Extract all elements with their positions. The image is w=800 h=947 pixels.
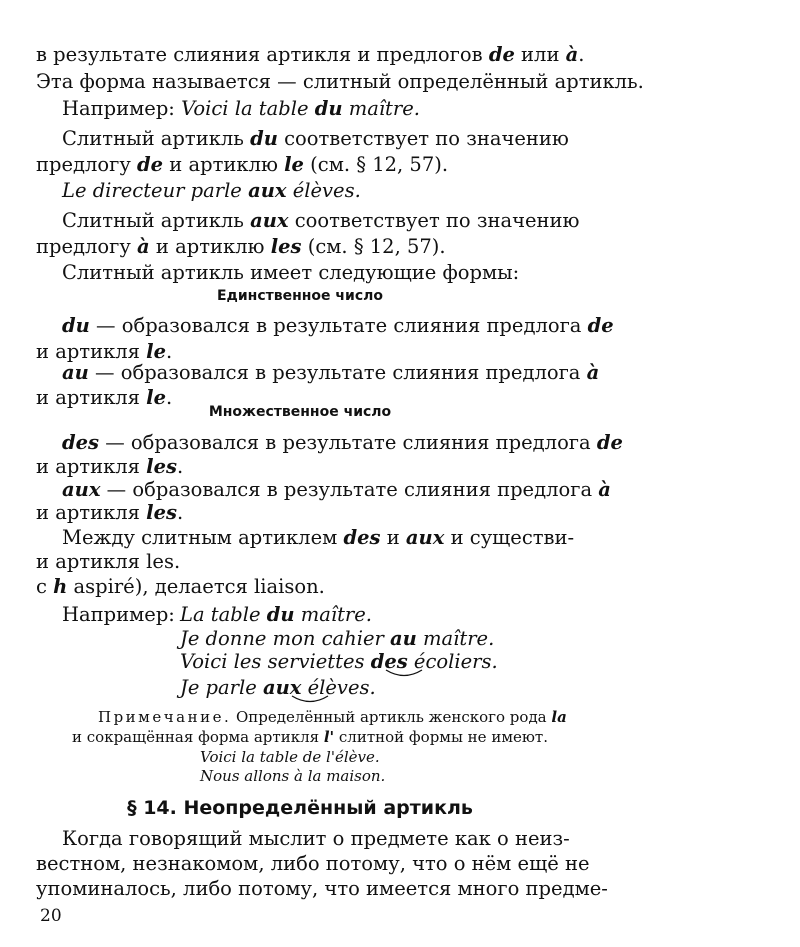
text-line: Слитный артикль du соответствует по значению <box>62 127 569 150</box>
form-line: и артикля le. <box>36 386 173 409</box>
example-line: Например: La table du maître. <box>62 603 372 626</box>
form-line: des — образовался в результате слияния предлога de <box>62 431 623 454</box>
subheading-plural: Множественное число <box>208 404 392 420</box>
text-line: вестном, незнакомом, либо потому, что о нём ещё не <box>36 852 590 875</box>
text-line: Слитный артикль имеет следующие формы: <box>62 261 520 284</box>
example-line: Je parle aux élèves. <box>180 676 376 699</box>
example-line: Например: Voici la table du maître. <box>62 97 420 120</box>
note-example: Voici la table de l'élève. <box>200 748 380 766</box>
example-line: Le directeur parle aux élèves. <box>62 179 361 202</box>
form-line: du — образовался в результате слияния предлога de <box>62 314 614 337</box>
form-line: и артикля le. <box>36 340 173 363</box>
subheading-singular: Единственное число <box>216 288 384 304</box>
text-line: Когда говорящий мыслит о предмете как о неиз- <box>62 827 570 850</box>
text-line: Между слитным артиклем des и aux и существи- <box>62 526 575 549</box>
form-line: au — образовался в результате слияния предлога à <box>62 361 600 384</box>
form-line: и артикля les. <box>36 455 184 478</box>
form-line: aux — образовался в результате слияния предлога à <box>62 478 611 501</box>
text-line: предлогу de и артиклю le (см. § 12, 57). <box>36 153 449 176</box>
note-example: Nous allons à la maison. <box>200 767 386 785</box>
text-line: предлогу à и артиклю les (см. § 12, 57). <box>36 235 446 258</box>
text-line: в результате слияния артикля и предлогов de или à. <box>36 43 585 66</box>
text-line: с h aspiré), делается liaison. <box>36 575 325 598</box>
example-line: Voici les serviettes des écoliers. <box>180 650 498 673</box>
section-heading: § 14. Неопределённый артикль <box>127 797 473 819</box>
text-line: и артикля les. <box>36 550 181 573</box>
page-number: 20 <box>40 906 62 926</box>
note-line: и сокращённая форма артикля l' слитной формы не имеют. <box>72 728 548 746</box>
note-line: Примечание. Определённый артикль женского рода la <box>98 708 567 726</box>
text-line: Слитный артикль aux соответствует по значению <box>62 209 580 232</box>
example-line: Je donne mon cahier au maître. <box>180 627 495 650</box>
form-line: и артикля les. <box>36 501 184 524</box>
text-line: упоминалось, либо потому, что имеется много предме- <box>36 877 608 900</box>
text-line: Эта форма называется — слитный определённый артикль. <box>36 70 644 93</box>
liaison-mark <box>290 694 330 706</box>
